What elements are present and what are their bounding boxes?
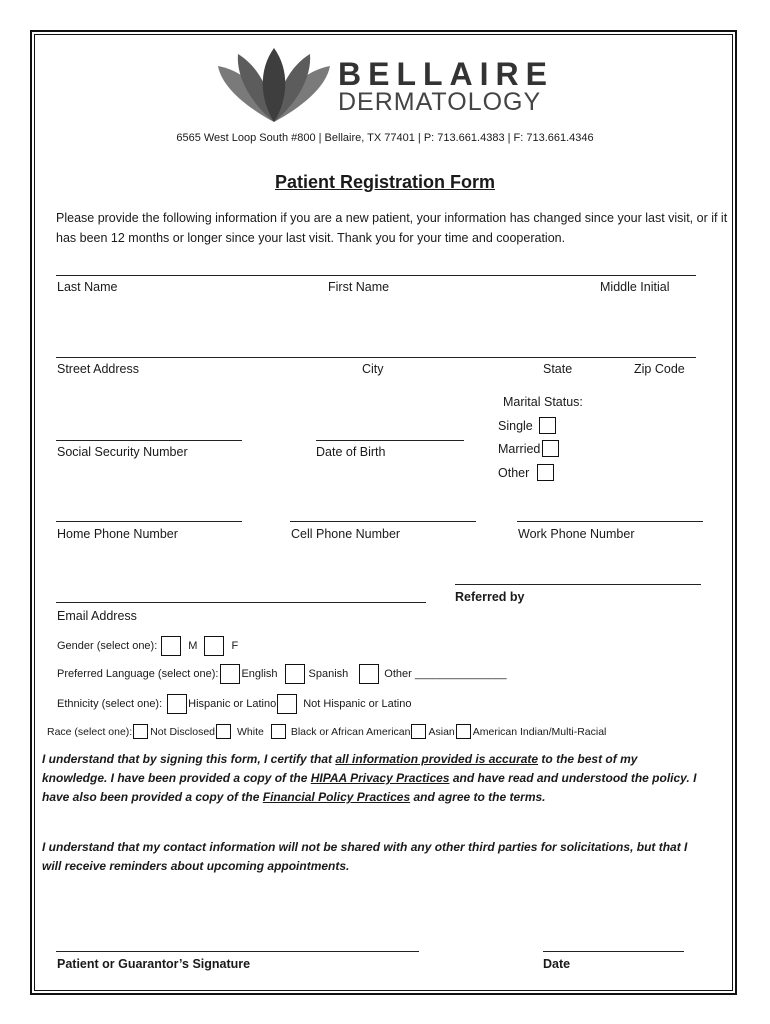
brand-name: BELLAIRE [338,56,554,92]
gender-m-checkbox[interactable] [161,636,181,656]
last-name-label: Last Name [57,280,118,294]
street-address-label: Street Address [57,362,139,376]
race-american-indian-label: American Indian/Multi-Racial [472,725,607,738]
language-english-label: English [241,668,278,680]
race-not-disclosed-label: Not Disclosed [150,725,215,738]
home-phone-label: Home Phone Number [57,527,178,541]
practice-address: 6565 West Loop South #800 | Bellaire, TX 77401 | P: 713.661.4383 | F: 713.661.4346 [176,132,594,144]
first-name-label: First Name [328,280,390,294]
email-label: Email Address [57,609,137,623]
race-american-indian-checkbox[interactable] [456,724,471,739]
language-other-checkbox[interactable] [359,664,379,684]
zip-code-label: Zip Code [634,362,685,376]
race-black-checkbox[interactable] [271,724,286,739]
date-line[interactable] [543,951,684,952]
language-spanish-label: Spanish [308,668,349,680]
lotus-logo-icon [218,48,330,124]
date-label: Date [543,957,571,971]
ssn-line[interactable] [56,440,242,441]
marital-other-option[interactable] [498,464,554,481]
email-line[interactable] [56,602,426,603]
language-label: Preferred Language (select one): [57,668,219,680]
marital-other-label: Other [498,465,530,480]
marital-status-label: Marital Status: [503,395,583,409]
race-white-label: White [237,725,264,738]
marital-married-label: Married [498,441,541,456]
language-row [57,664,507,684]
consent-text: and agree to the terms. [410,790,546,804]
home-phone-line[interactable] [56,521,242,522]
gender-label: Gender (select one): [57,640,158,652]
signature-line[interactable] [56,951,419,952]
marital-married-checkbox[interactable] [542,440,559,457]
gender-f-label: F [231,640,239,652]
dob-label: Date of Birth [316,445,386,459]
consent-paragraph-1 [42,750,702,807]
ethnicity-label: Ethnicity (select one): [57,698,163,710]
cell-phone-label: Cell Phone Number [291,527,401,541]
work-phone-label: Work Phone Number [518,527,635,541]
race-white-checkbox[interactable] [216,724,231,739]
brand-subtitle: DERMATOLOGY [338,88,542,116]
consent-text: and have read and understood the policy. I have also been provided a copy of the [42,771,697,804]
ethnicity-not-hispanic-checkbox[interactable] [277,694,297,714]
hipaa-link[interactable]: HIPAA Privacy Practices [310,771,450,785]
state-label: State [543,362,573,376]
gender-m-label: M [188,640,198,652]
ethnicity-not-hispanic-label: Not Hispanic or Latino [303,698,412,710]
marital-married-option[interactable] [498,440,559,457]
ethnicity-row [57,694,411,714]
form-intro: Please provide the following information if you are a new patient, your information has changed since your last visit, or if it has been 12 months or longer since your last visit. Thank you for your time and cooperation. [56,211,728,245]
referred-by-line[interactable] [455,584,701,585]
financial-policy-link[interactable]: Financial Policy Practices [262,790,411,804]
work-phone-line[interactable] [517,521,703,522]
ssn-label: Social Security Number [57,445,188,459]
marital-single-label: Single [498,418,533,433]
address-line[interactable] [56,357,696,358]
race-asian-checkbox[interactable] [411,724,426,739]
signature-label: Patient or Guarantor’s Signature [57,957,251,971]
race-label: Race (select one): [47,725,133,738]
name-line[interactable] [56,275,696,276]
ethnicity-hispanic-label: Hispanic or Latino [188,698,277,710]
consent-paragraph-2: I understand that my contact information will not be shared with any other third parties for solicitations, but that I will receive reminders about upcoming appointments. [42,840,688,873]
gender-row [57,636,238,656]
marital-other-checkbox[interactable] [537,464,554,481]
city-label: City [362,362,384,376]
referred-by-label: Referred by [455,590,525,604]
consent-text: I understand that by signing this form, I certify that [42,752,336,766]
cell-phone-line[interactable] [290,521,476,522]
language-other-label: Other _______________ [384,668,507,680]
dob-line[interactable] [316,440,464,441]
marital-single-option[interactable] [498,417,556,434]
language-english-checkbox[interactable] [220,664,240,684]
race-not-disclosed-checkbox[interactable] [133,724,148,739]
language-spanish-checkbox[interactable] [285,664,305,684]
accuracy-emphasis: all information provided is accurate [335,752,539,766]
race-black-label: Black or African American [290,725,411,738]
race-row [47,724,606,739]
race-asian-label: Asian [428,725,455,738]
marital-single-checkbox[interactable] [539,417,556,434]
consent-text: to the best of my knowledge. I have been provided a copy of the [42,752,638,785]
ethnicity-hispanic-checkbox[interactable] [167,694,187,714]
middle-initial-label: Middle Initial [600,280,670,294]
form-title: Patient Registration Form [274,172,496,192]
gender-f-checkbox[interactable] [204,636,224,656]
